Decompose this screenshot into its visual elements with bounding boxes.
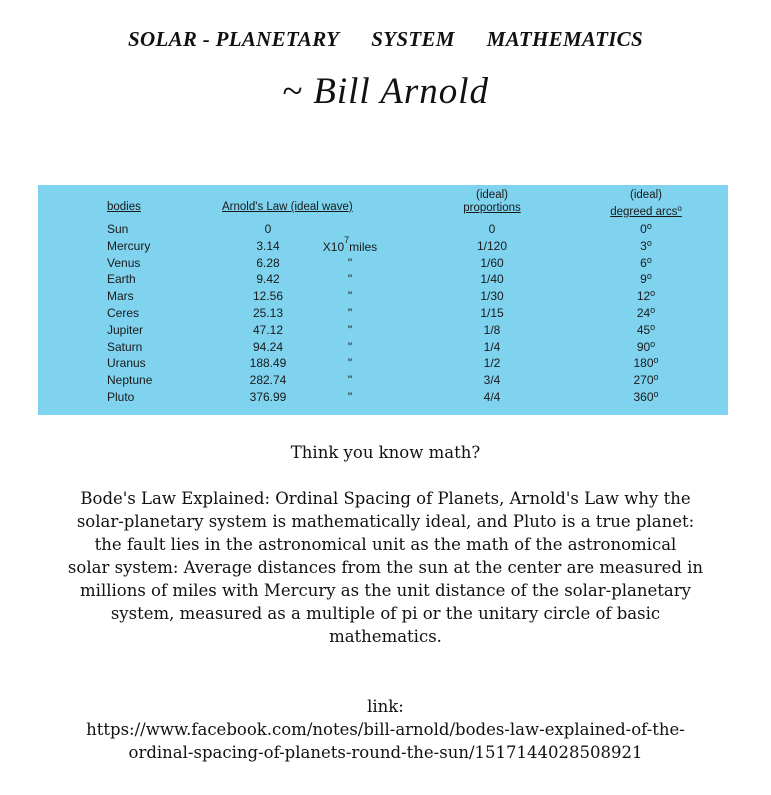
- unit-cell: ": [347, 255, 353, 270]
- body-name-cell: Mars: [107, 289, 134, 304]
- distance-cell: 6.28: [256, 255, 280, 270]
- degree-cell: 270$^o$: [633, 372, 659, 388]
- proportion-cell: 4/4: [483, 389, 501, 404]
- distance-cell: 376.99: [249, 389, 287, 404]
- body-name-cell: Ceres: [107, 305, 140, 320]
- body-name-cell: Pluto: [107, 389, 135, 404]
- unit-cell: ": [347, 289, 353, 304]
- unit-cell: ": [347, 305, 353, 320]
- unit-cell: ": [347, 389, 353, 404]
- link-block: [0, 695, 771, 764]
- proportion-cell: 1/8: [483, 322, 501, 337]
- link-url-line-2[interactable]: ordinal-spacing-of-planets-round-the-sun/1517144028508921: [128, 743, 643, 762]
- unit-cell: ": [347, 339, 353, 354]
- degree-cell: 45$^o$: [636, 321, 656, 337]
- body-name-cell: Jupiter: [107, 322, 144, 337]
- question-text: Think you know math?: [290, 443, 481, 462]
- body-name-cell: Mercury: [107, 238, 151, 253]
- proportion-cell: 1/15: [480, 305, 504, 320]
- distance-cell: 3.14: [256, 238, 280, 253]
- table-row: [38, 373, 728, 390]
- proportion-cell: 1/60: [480, 255, 504, 270]
- distance-cell: 12.56: [252, 289, 284, 304]
- link-url-line-1[interactable]: https://www.facebook.com/notes/bill-arnold/bodes-law-explained-of-the-: [86, 720, 685, 739]
- table-row: [38, 289, 728, 306]
- degree-cell: 9$^o$: [640, 271, 652, 287]
- distance-cell: 0: [264, 222, 272, 236]
- degree-cell: 90$^o$: [636, 338, 656, 354]
- table-row: [38, 306, 728, 323]
- planetary-table-panel: [38, 185, 728, 415]
- table-row: [38, 234, 728, 256]
- title-part-1: SOLAR - PLANETARY: [128, 27, 340, 51]
- body-name-cell: Neptune: [107, 373, 153, 388]
- link-label: link:: [367, 697, 404, 716]
- degree-cell: 180$^o$: [633, 355, 659, 371]
- proportion-cell: 1/2: [483, 356, 501, 371]
- proportion-cell: 1/30: [480, 289, 504, 304]
- unit-cell: ": [347, 322, 353, 337]
- author-byline: ~ Bill Arnold: [281, 71, 490, 112]
- degree-cell: 3$^o$: [640, 237, 652, 253]
- table-row: [38, 356, 728, 373]
- table-row: [38, 340, 728, 357]
- degree-cell: 360$^o$: [633, 388, 659, 404]
- proportion-cell: 3/4: [483, 373, 501, 388]
- unit-cell: ": [347, 373, 353, 388]
- unit-cell: $X10^7miles$: [322, 234, 378, 254]
- body-name-cell: Venus: [107, 255, 141, 270]
- document-title: [0, 27, 771, 52]
- description-paragraph: Bode's Law Explained: Ordinal Spacing of Planets, Arnold's Law why the solar-planetary system is mathematically ideal, and Pluto is a true planet: the fault lies in the astronomical unit as the math of the astronomical solar system: Average distances from the sun at the center are measured in millions of miles with Mercury as the unit distance of the solar-planetary system, measured as a multiple of pi or the unitary circle of basic mathematics.: [67, 489, 704, 646]
- proportion-cell: 1/120: [476, 238, 508, 253]
- body-name-cell: Saturn: [107, 339, 143, 354]
- header-bodies: bodies: [107, 201, 141, 213]
- degree-cell: 0$^o$: [640, 221, 652, 236]
- unit-cell: ": [347, 356, 353, 371]
- unit-cell: ": [347, 272, 353, 287]
- degree-cell: 24$^o$: [636, 304, 656, 320]
- header-degreed-arcs: (ideal) degreed arcs$^o$: [610, 189, 682, 218]
- distance-cell: 188.49: [249, 356, 287, 371]
- distance-cell: 282.74: [249, 373, 287, 388]
- header-arnolds-law: Arnold's Law (ideal wave): [222, 201, 353, 213]
- distance-cell: 47.12: [252, 322, 284, 337]
- proportion-cell: 1/4: [483, 339, 501, 354]
- distance-cell: 94.24: [252, 339, 284, 354]
- distance-cell: 25.13: [252, 305, 284, 320]
- title-part-2: SYSTEM: [371, 27, 455, 51]
- body-name-cell: Uranus: [107, 356, 146, 371]
- table-row: [38, 272, 728, 289]
- table-row: [38, 222, 728, 239]
- table-body: [38, 222, 728, 407]
- degree-cell: 6$^o$: [640, 254, 652, 270]
- table-row: [38, 256, 728, 273]
- table-row: [38, 323, 728, 340]
- degree-cell: 12$^o$: [636, 288, 656, 304]
- title-part-3: MATHEMATICS: [486, 27, 643, 51]
- table-row: [38, 390, 728, 407]
- body-name-cell: Earth: [107, 272, 136, 287]
- proportion-cell: 0: [488, 222, 496, 236]
- header-proportions: (ideal) proportions: [463, 189, 521, 214]
- proportion-cell: 1/40: [480, 272, 504, 287]
- body-name-cell: Sun: [107, 222, 129, 236]
- distance-cell: 9.42: [256, 272, 280, 287]
